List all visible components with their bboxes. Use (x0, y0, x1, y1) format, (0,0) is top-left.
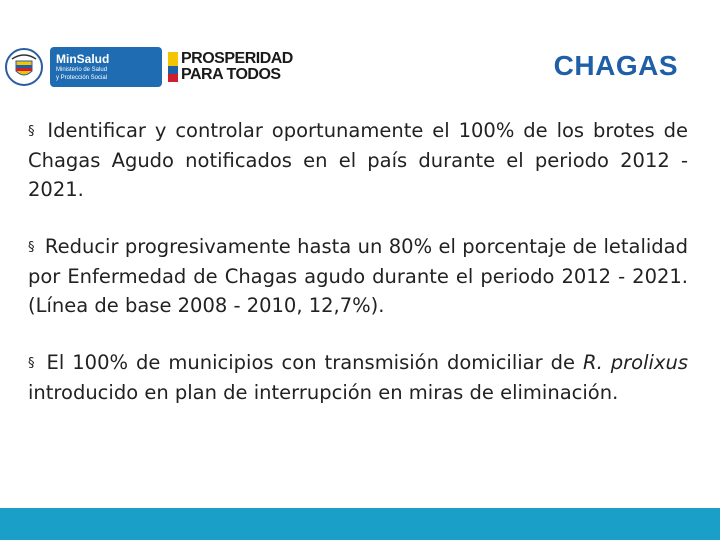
minsalud-subtitle-1: Ministerio de Salud (56, 67, 108, 73)
bullet-item-1 (28, 116, 688, 204)
logo-group (4, 46, 293, 88)
colombia-seal-icon (4, 47, 44, 87)
footer-bar (0, 508, 720, 540)
bullet-text-italic: R. prolixus (583, 351, 689, 374)
slide-header (0, 0, 720, 100)
bullet-text-before: El 100% de municipios con transmisión domiciliar de (46, 351, 576, 374)
bullet-text: Identificar y controlar oportunamente el 100% de los brotes de Chagas Agudo notificados en el país durante el periodo 2012 - 2021. (28, 119, 688, 201)
bullet-item-3 (28, 348, 688, 407)
prosperidad-logo (168, 51, 293, 83)
bullet-text: Reducir progresivamente hasta un 80% el porcentaje de letalidad por Enfermedad de Chagas agudo durante el periodo 2012 - 2021. (Línea de base 2008 - 2010, 12,7%). (28, 235, 688, 317)
bullet-item-2 (28, 232, 688, 320)
prosperidad-line2: PARA TODOS (181, 66, 281, 83)
slide-title: CHAGAS (553, 50, 678, 81)
flag-stripes-icon (168, 52, 178, 82)
bullet-list (28, 116, 688, 435)
minsalud-logo (50, 47, 162, 87)
bullet-marker: § (28, 356, 35, 371)
bullet-text-after: introducido en plan de interrupción en miras de eliminación. (28, 381, 619, 404)
bullet-marker: § (28, 240, 35, 255)
bullet-marker: § (28, 124, 35, 139)
minsalud-name: MinSalud (56, 52, 110, 66)
prosperidad-line1: PROSPERIDAD (181, 50, 293, 67)
minsalud-subtitle-2: y Protección Social (56, 75, 108, 81)
